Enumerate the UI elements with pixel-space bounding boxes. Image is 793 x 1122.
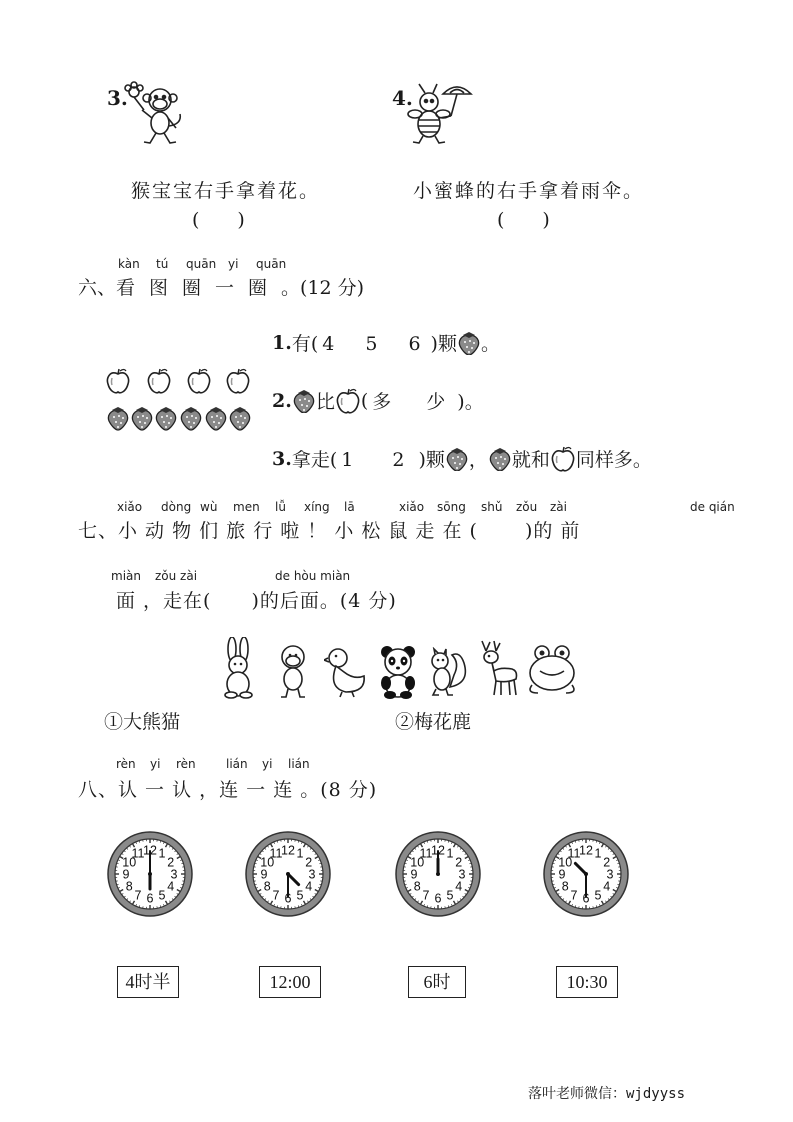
clock-number: 6 — [146, 891, 154, 906]
clock-number: 6 — [284, 891, 292, 906]
question-3-statement: 猴宝宝右手拿着花。 — [131, 180, 321, 202]
clock-number: 9 — [558, 867, 566, 882]
clock-number: 3 — [458, 867, 466, 882]
clock-number: 7 — [570, 888, 578, 903]
clock-number: 8 — [413, 879, 421, 894]
clock-number: 7 — [422, 888, 430, 903]
footer-contact: 落叶老师微信：wjdyyss — [528, 1086, 686, 1102]
time-label-12-00[interactable]: 12:00 — [259, 966, 321, 998]
clock-number: 10 — [410, 855, 425, 870]
clock-number: 2 — [603, 855, 611, 870]
section-6-item-3: 3. 拿走( 1 2 )颗 ， 就和 同样多。 — [272, 445, 652, 472]
clock-number: 1 — [158, 846, 166, 861]
clock-center — [148, 872, 152, 876]
clock-number: 3 — [606, 867, 614, 882]
apple-1 — [107, 369, 128, 393]
clock-number: 12 — [431, 843, 445, 858]
clock-center — [436, 872, 440, 876]
duck-illustration — [324, 646, 368, 698]
clock-number: 5 — [158, 888, 166, 903]
strawberry-icon — [489, 447, 511, 471]
question-4-answer-blank[interactable]: ( ) — [497, 209, 550, 231]
clock-4[interactable] — [542, 830, 630, 918]
clock-2[interactable] — [244, 830, 332, 918]
clock-3[interactable] — [394, 830, 482, 918]
question-4-number: 4. — [392, 86, 413, 110]
monkey-with-flower-illustration — [120, 80, 190, 146]
clock-number: 11 — [567, 846, 581, 861]
clock-number: 9 — [122, 867, 130, 882]
panda-illustration — [378, 645, 418, 699]
time-label-6-00[interactable]: 6时 — [408, 966, 466, 998]
clock-number: 6 — [582, 891, 590, 906]
question-4-statement: 小蜜蜂的右手拿着雨伞。 — [413, 180, 645, 202]
clock-number: 5 — [446, 888, 454, 903]
clock-number: 4 — [455, 879, 463, 894]
apple-3 — [188, 369, 209, 393]
clock-number: 11 — [419, 846, 433, 861]
section-8-heading: 八、认 一 认 ，连 一 连 。(8 分) — [78, 779, 378, 801]
apple-icon — [551, 446, 575, 472]
option-2: ②梅花鹿 — [395, 711, 472, 733]
clock-number: 2 — [305, 855, 313, 870]
question-3-answer-blank[interactable]: ( ) — [192, 209, 245, 231]
strawberry-6 — [230, 407, 249, 430]
strawberry-row — [106, 405, 256, 431]
question-3-number: 3. — [107, 86, 128, 110]
clock-number: 10 — [122, 855, 137, 870]
strawberry-3 — [156, 407, 175, 430]
clock-number: 1 — [446, 846, 454, 861]
clock-number: 8 — [561, 879, 569, 894]
clock-number: 1 — [296, 846, 304, 861]
time-label-10-30[interactable]: 10:30 — [556, 966, 618, 998]
clock-number: 9 — [260, 867, 268, 882]
time-label-4-30[interactable]: 4时半 — [117, 966, 179, 998]
clock-number: 11 — [269, 846, 283, 861]
strawberry-2 — [132, 407, 151, 430]
clock-number: 5 — [594, 888, 602, 903]
clock-number: 7 — [272, 888, 280, 903]
clock-center — [286, 872, 290, 876]
strawberry-icon — [458, 331, 480, 355]
count-options[interactable]: 4 5 6 — [322, 333, 427, 355]
squirrel-illustration — [426, 647, 468, 697]
clock-number: 8 — [263, 879, 271, 894]
section-7-line-1: 七、小 动 物 们 旅 行 啦 ！ 小 松 鼠 走 在 ( )的 前 — [78, 520, 581, 542]
more-less-options[interactable]: 多 少 — [372, 391, 454, 413]
take-away-options[interactable]: 1 2 — [341, 449, 415, 471]
section-6-item-1: 1. 有( 4 5 6 )颗 。 — [272, 329, 500, 356]
section-6-heading: 六、看图圈一圈。(12 分) — [78, 277, 365, 299]
apple-icon — [336, 388, 360, 414]
clock-1[interactable] — [106, 830, 194, 918]
option-1: ①大熊猫 — [104, 711, 181, 733]
rabbit-illustration — [218, 637, 260, 699]
clock-number: 2 — [455, 855, 463, 870]
apple-2 — [148, 369, 169, 393]
clock-center — [584, 872, 588, 876]
clock-number: 4 — [305, 879, 313, 894]
clock-number: 7 — [134, 888, 142, 903]
frog-illustration — [526, 643, 580, 695]
strawberry-4 — [181, 407, 200, 430]
clock-number: 12 — [579, 843, 593, 858]
clock-number: 1 — [594, 846, 602, 861]
bee-with-umbrella-illustration — [405, 80, 475, 146]
clock-number: 3 — [170, 867, 178, 882]
clock-number: 3 — [308, 867, 316, 882]
clock-number: 9 — [410, 867, 418, 882]
strawberry-icon — [446, 447, 468, 471]
clock-number: 5 — [296, 888, 304, 903]
section-7-line-2: 面 ，走在( )的后面。(4 分) — [116, 590, 397, 612]
section-6-title: 看图圈一圈 — [116, 277, 282, 299]
strawberry-5 — [206, 407, 225, 430]
deer-illustration — [478, 639, 520, 697]
clock-number: 11 — [131, 846, 145, 861]
clock-number: 10 — [260, 855, 275, 870]
section-7-pinyin-line-2: miàn zǒu zài de hòu miàn — [111, 569, 351, 583]
clock-number: 10 — [558, 855, 573, 870]
section-8-pinyin: rèn yi rèn lián yi lián — [116, 757, 310, 771]
clock-number: 2 — [167, 855, 175, 870]
apple-row — [104, 367, 254, 395]
strawberry-1 — [108, 407, 127, 430]
section-6-pinyin: kàn tú quān yi quān — [118, 257, 287, 271]
apple-4 — [227, 369, 248, 393]
clock-number: 12 — [281, 843, 295, 858]
clock-number: 12 — [143, 843, 157, 858]
section-6-item-2: 2. 比 ( 多 少 )。 — [272, 387, 484, 414]
clock-number: 4 — [167, 879, 175, 894]
clock-number: 4 — [603, 879, 611, 894]
clock-number: 8 — [125, 879, 133, 894]
clock-number: 6 — [434, 891, 442, 906]
section-7-pinyin-line-1: xiǎo dòng wù men lǚ xíng lā xiǎo sōng shǔ zǒu zài de qián — [117, 500, 735, 514]
monkey-illustration — [276, 643, 310, 699]
strawberry-icon — [293, 389, 315, 413]
